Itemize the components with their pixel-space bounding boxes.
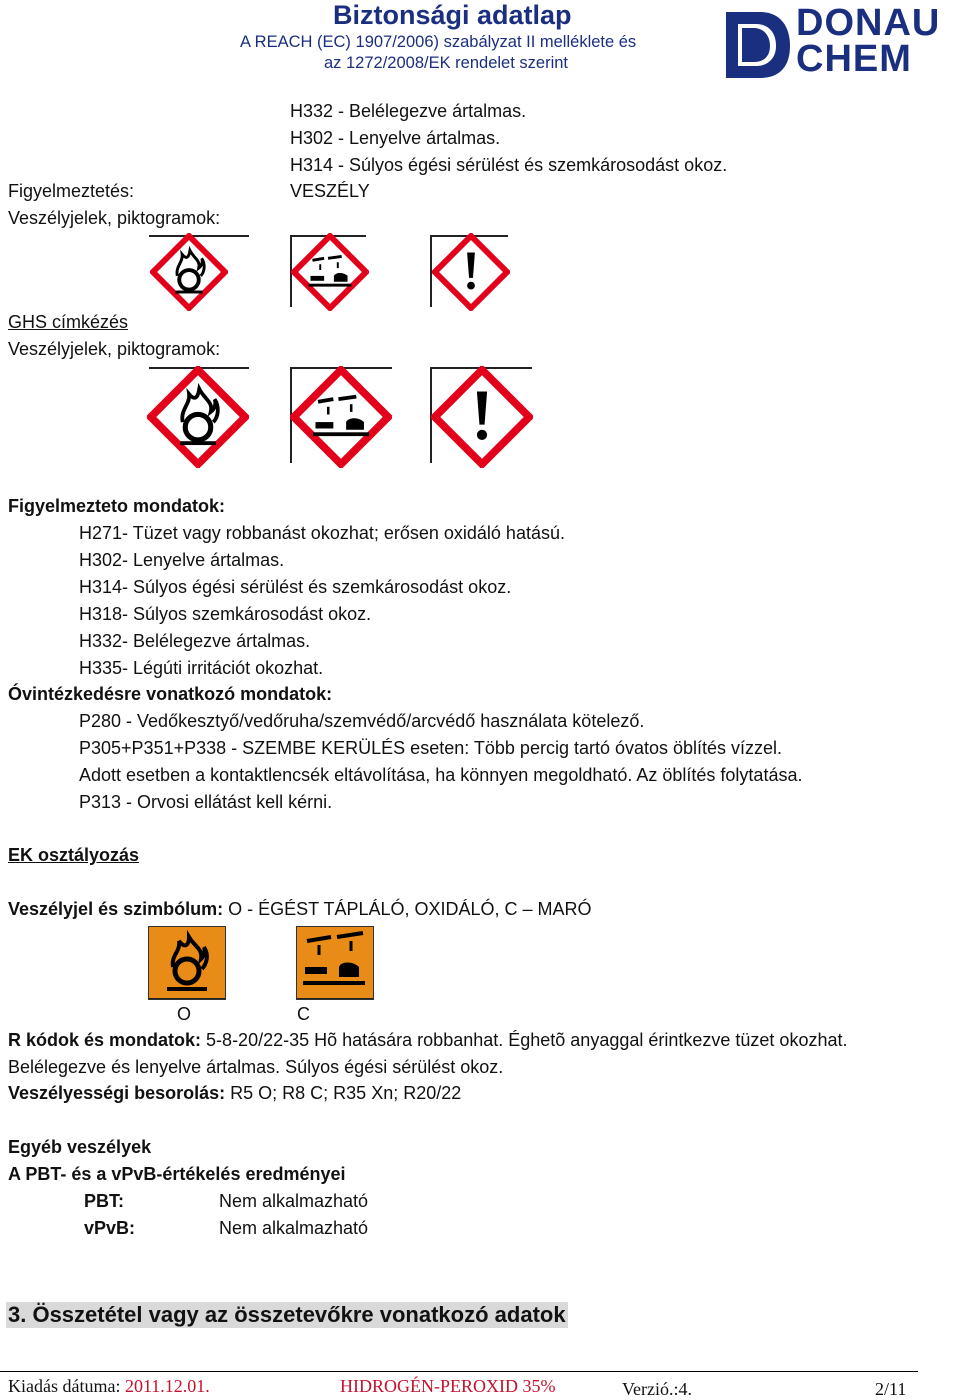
document-title: Biztonsági adatlap	[333, 0, 572, 30]
section-3-title: 3. Összetétel vagy az összetevőkre vonatkozó adatok	[8, 1302, 566, 1327]
regulation-line-1: A REACH (EC) 1907/2006) szabályzat II melléklete és	[240, 33, 637, 51]
pictograms-label: Veszélyjelek, piktogramok:	[8, 208, 221, 228]
corrosive-icon	[296, 926, 374, 1000]
corrosion-icon	[291, 233, 369, 311]
oxidizer-icon	[150, 233, 228, 311]
ek-symbol-letter-o: O	[177, 1004, 192, 1024]
ek-symbol-value: O - ÉGÉST TÁPLÁLÓ, OXIDÁLÓ, C – MARÓ	[228, 899, 592, 919]
footer-divider	[0, 1371, 918, 1372]
company-logo	[724, 2, 956, 82]
regulation-line-2: az 1272/2008/EK rendelet szerint	[324, 54, 568, 72]
pbt-assessment-title: A PBT- és a vPvB-értékelés eredményei	[8, 1164, 346, 1184]
flame-over-circle-icon	[148, 926, 226, 1000]
hazard-statement: H302- Lenyelve ártalmas.	[79, 550, 285, 570]
precautionary-statement: Adott esetben a kontaktlencsék eltávolítása, ha könnyen megoldható. Az öblítés folytatása.	[79, 765, 803, 785]
corrosion-icon	[290, 366, 392, 468]
precautionary-label: Óvintézkedésre vonatkozó mondatok:	[8, 684, 333, 704]
issue-date-label: Kiadás dátuma:	[8, 1376, 121, 1396]
page-number: 2/11	[875, 1379, 907, 1399]
hazard-statement: H335- Légúti irritációt okozhat.	[79, 658, 324, 678]
hazard-statement: H271- Tüzet vagy robbanást okozhat; erősen oxidáló hatású.	[79, 523, 565, 543]
hazard-statement: H318- Súlyos szemkárosodást okoz.	[79, 604, 372, 624]
classification-value: R5 O; R8 C; R35 Xn; R20/22	[230, 1083, 462, 1103]
hazard-statement: H314- Súlyos égési sérülést és szemkárosodást okoz.	[79, 577, 512, 597]
classification-line	[8, 1083, 461, 1104]
ek-symbol-line	[8, 899, 592, 920]
r-codes-value-cont: Belélegezve és lenyelve ártalmas. Súlyos égési sérülést okoz.	[8, 1057, 504, 1077]
ghs-section-title: GHS címkézés	[8, 312, 129, 332]
ek-section-title: EK osztályozás	[8, 845, 140, 865]
ek-symbol-letter-c: C	[297, 1004, 310, 1024]
issue-date	[8, 1376, 210, 1397]
pbt-value: Nem alkalmazható	[219, 1191, 369, 1211]
h-statement: H302 - Lenyelve ártalmas.	[290, 128, 501, 148]
warning-label: Figyelmeztetés:	[8, 181, 135, 201]
r-codes-value: 5-8-20/22-35 Hõ hatására robbanhat. Éghetõ anyaggal érintkezve tüzet okozhat.	[206, 1030, 848, 1050]
exclamation-icon	[431, 366, 533, 468]
precautionary-statement: P313 - Orvosi ellátást kell kérni.	[79, 792, 333, 812]
precautionary-statement: P280 - Vedőkesztyő/vedőruha/szemvédő/arcvédő használata kötelező.	[79, 711, 645, 731]
product-name: HIDROGÉN-PEROXID 35%	[340, 1376, 556, 1396]
version: Verzió.:4.	[622, 1379, 692, 1399]
precautionary-statement: P305+P351+P338 - SZEMBE KERÜLÉS eseten: Több percig tartó óvatos öblítés vízzel.	[79, 738, 783, 758]
r-codes-label: R kódok és mondatok:	[8, 1030, 202, 1050]
r-codes-line	[8, 1030, 847, 1051]
oxidizer-icon	[147, 366, 249, 468]
vpvb-label: vPvB:	[84, 1218, 136, 1238]
warning-value: VESZÉLY	[290, 181, 370, 201]
ek-symbol-label: Veszélyjel és szimbólum:	[8, 899, 224, 919]
pbt-label: PBT:	[84, 1191, 124, 1211]
hazard-statement: H332- Belélegezve ártalmas.	[79, 631, 311, 651]
hazard-statements-label: Figyelmezteto mondatok:	[8, 496, 226, 516]
classification-label: Veszélyességi besorolás:	[8, 1083, 226, 1103]
ghs-pictograms-label: Veszélyjelek, piktogramok:	[8, 339, 221, 359]
other-hazards-title: Egyéb veszélyek	[8, 1137, 152, 1157]
exclamation-icon	[432, 233, 510, 311]
h-statement: H314 - Súlyos égési sérülést és szemkárosodást okoz.	[290, 155, 728, 175]
issue-date-value: 2011.12.01.	[124, 1376, 210, 1396]
h-statement: H332 - Belélegezve ártalmas.	[290, 101, 527, 121]
vpvb-value: Nem alkalmazható	[219, 1218, 369, 1238]
logo-text-chem: CHEM	[796, 38, 912, 80]
logo-text-donau: DONAU	[796, 2, 941, 44]
